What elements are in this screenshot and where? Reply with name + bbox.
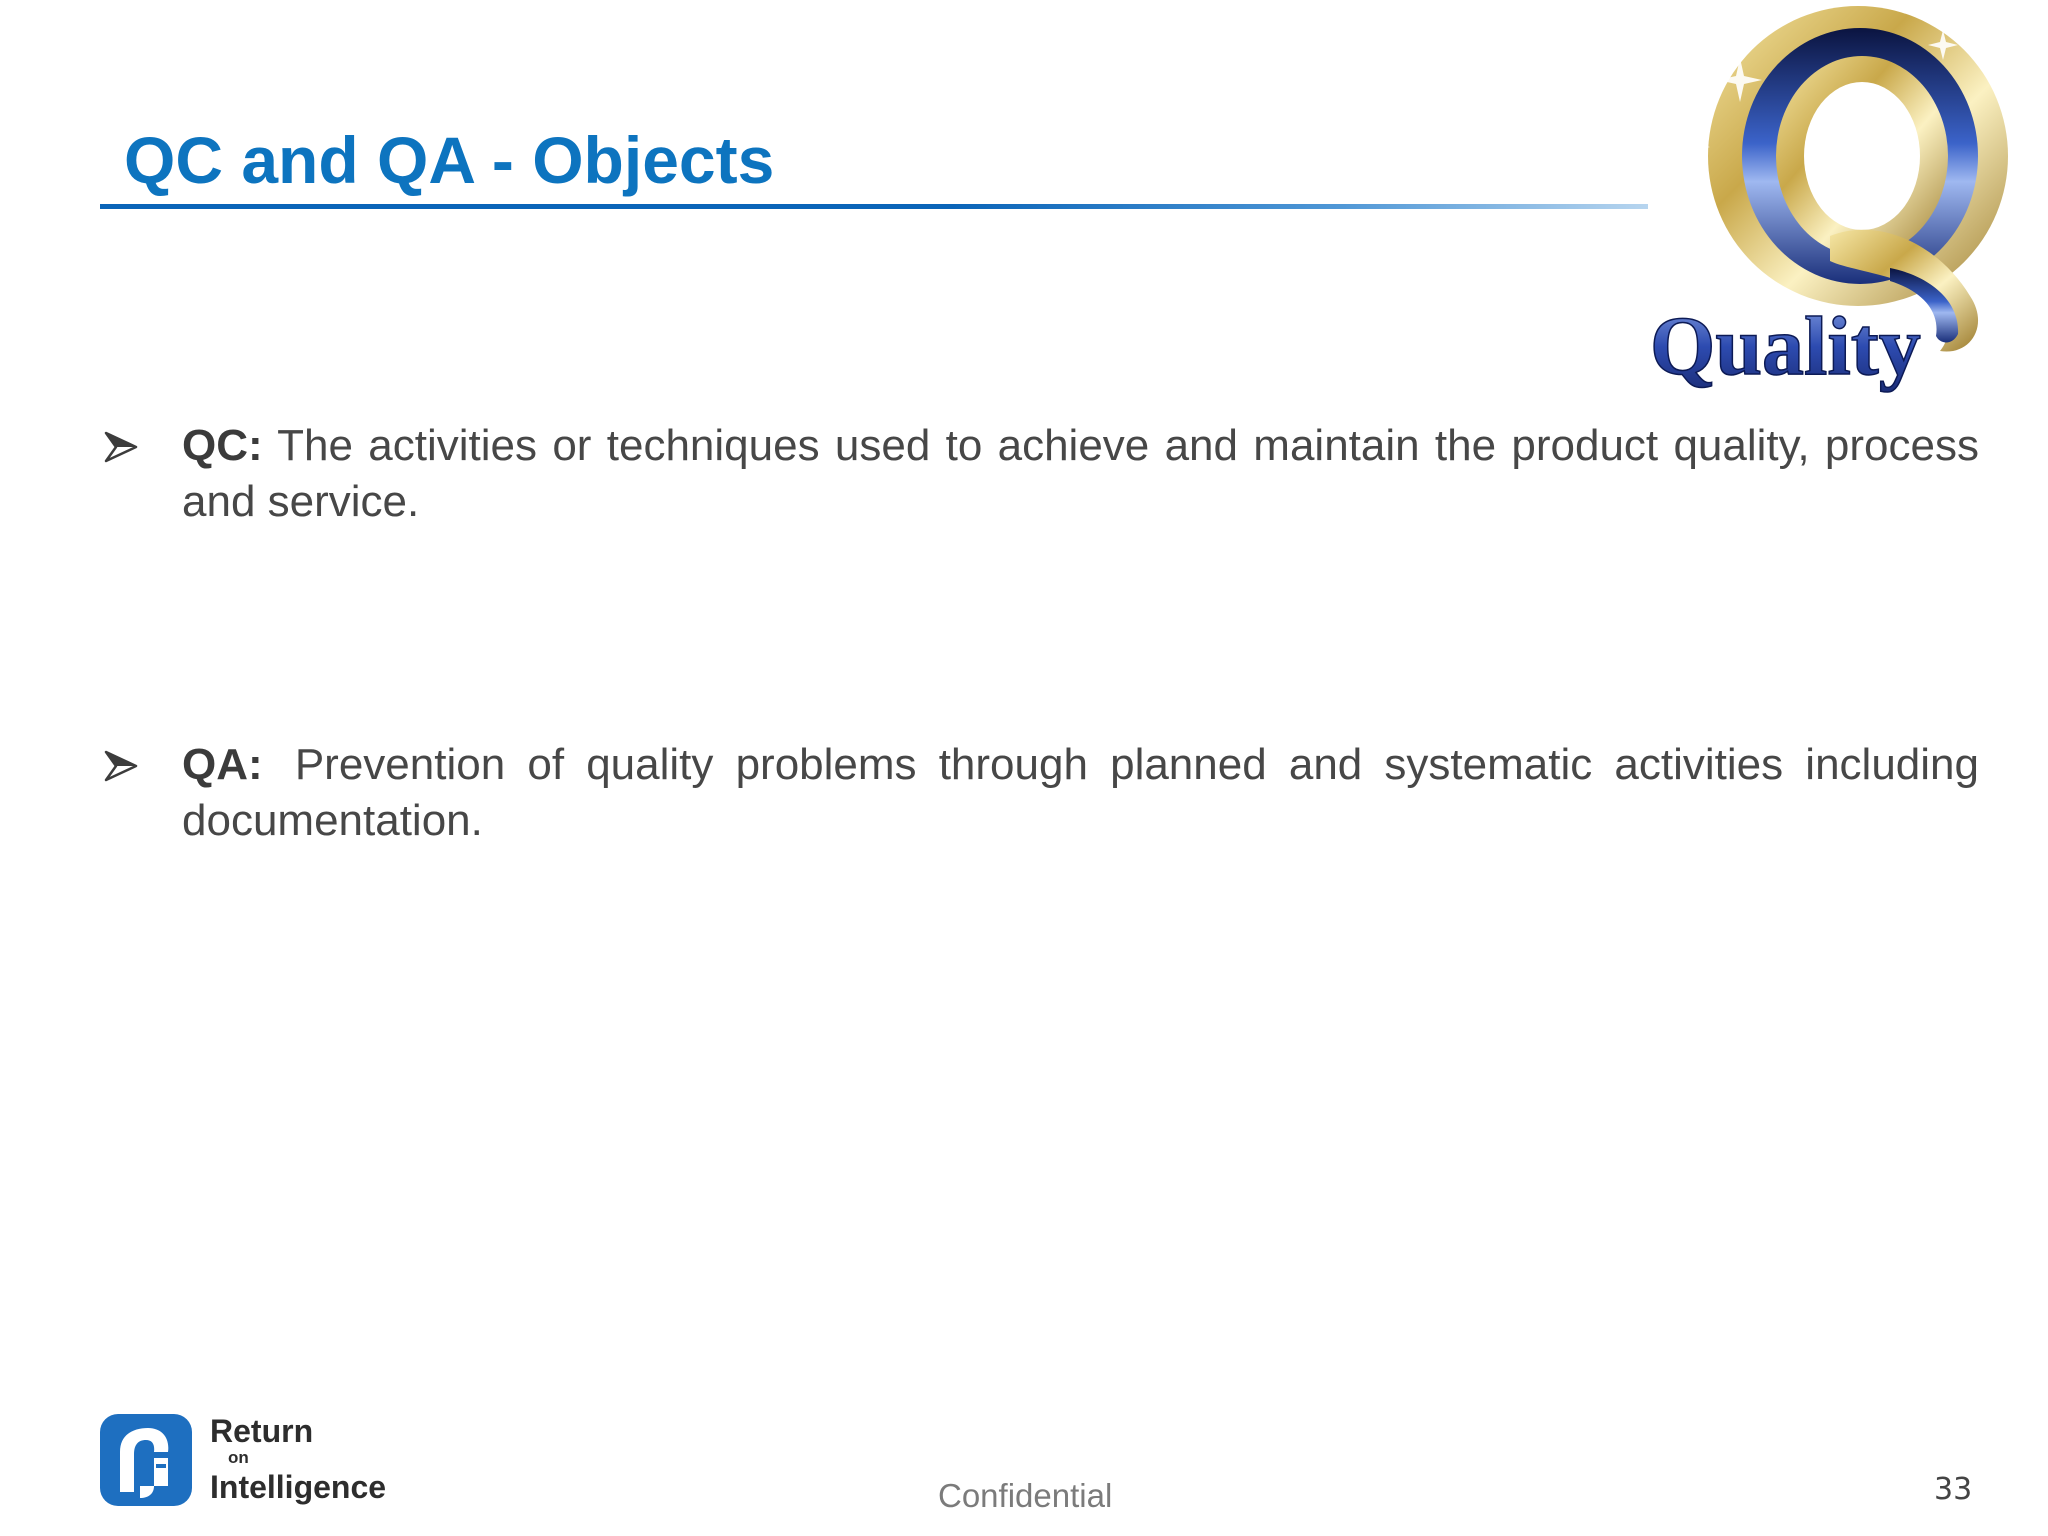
bullet-term: QA: [182,740,263,789]
bullet-description: The activities or techniques used to achieve and maintain the product quality, process and service. [182,421,1979,526]
bullet-description: Prevention of quality problems through planned and systematic activities including documentation. [182,740,1979,845]
bullet-text [182,418,1979,530]
roi-logo-line-on: on [228,1448,249,1467]
title-underline [100,204,1648,209]
page-number: 33 [1934,1472,1973,1507]
roi-logo-line-return: Return [210,1413,314,1449]
roi-logo-line-intelligence: Intelligence [210,1469,387,1505]
arrow-bullet-icon [104,430,138,464]
roi-logo-mark-icon [98,1412,194,1508]
quality-wordmark: Quality [1650,300,1921,393]
return-on-intelligence-logo [98,1412,398,1512]
quality-q-logo [1640,6,2024,396]
bullet-text [182,737,1979,849]
slide-title: QC and QA - Objects [124,123,775,197]
bullet-term: QC: [182,421,263,470]
footer-confidential-label: Confidential [938,1477,1113,1514]
arrow-bullet-icon [104,749,138,783]
